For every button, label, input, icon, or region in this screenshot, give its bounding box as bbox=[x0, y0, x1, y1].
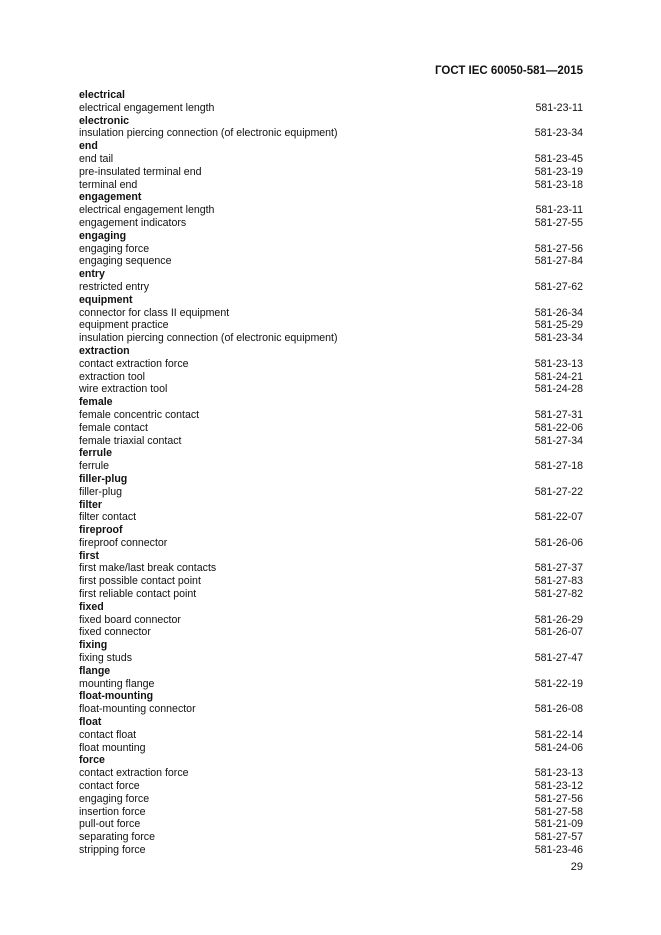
group-title: fixed bbox=[79, 600, 104, 613]
group-title: entry bbox=[79, 268, 105, 281]
entry-term: insertion force bbox=[79, 805, 146, 818]
index-entry bbox=[79, 831, 583, 844]
entry-code: 581-27-47 bbox=[534, 652, 583, 665]
index-group bbox=[79, 447, 583, 473]
group-title: fireproof bbox=[79, 524, 123, 537]
index-entry bbox=[79, 179, 583, 192]
group-title: flange bbox=[79, 664, 111, 677]
index-entry bbox=[79, 422, 583, 435]
entry-code: 581-22-07 bbox=[534, 511, 583, 524]
group-title: fixing bbox=[79, 639, 108, 652]
index-group bbox=[79, 550, 583, 601]
entry-code: 581-23-11 bbox=[535, 204, 583, 217]
entry-code: 581-27-37 bbox=[534, 562, 583, 575]
index-group bbox=[79, 140, 583, 191]
entry-code: 581-27-83 bbox=[534, 575, 583, 588]
index-group bbox=[79, 89, 583, 115]
index-entry bbox=[79, 409, 583, 422]
index-group bbox=[79, 191, 583, 229]
entry-code: 581-25-29 bbox=[534, 319, 583, 332]
entry-code: 581-22-19 bbox=[534, 677, 583, 690]
index-group bbox=[79, 345, 583, 396]
entry-term: insulation piercing connection (of electronic equipment) bbox=[79, 332, 338, 345]
group-title: filter bbox=[79, 498, 102, 511]
page-number: 29 bbox=[570, 861, 583, 873]
entry-term: contact extraction force bbox=[79, 767, 189, 780]
entry-term: filter contact bbox=[79, 511, 137, 524]
index-entry bbox=[79, 153, 583, 166]
entry-code: 581-27-55 bbox=[534, 216, 583, 229]
index-group bbox=[79, 639, 583, 665]
entry-code: 581-23-34 bbox=[534, 127, 583, 140]
entry-code: 581-22-14 bbox=[534, 728, 583, 741]
index-group bbox=[79, 499, 583, 525]
entry-code: 581-24-21 bbox=[534, 370, 583, 383]
entry-code: 581-27-58 bbox=[534, 805, 583, 818]
index-entry bbox=[79, 537, 583, 550]
index-entry bbox=[79, 844, 583, 857]
group-title: female bbox=[79, 396, 113, 409]
index-entry bbox=[79, 371, 583, 384]
entry-code: 581-26-34 bbox=[534, 306, 583, 319]
entry-term: fixing studs bbox=[79, 652, 132, 665]
entry-term: electrical engagement length bbox=[79, 204, 215, 217]
index-entry bbox=[79, 460, 583, 473]
entry-term: extraction tool bbox=[79, 370, 145, 383]
entry-term: end tail bbox=[79, 152, 114, 165]
entry-code: 581-23-46 bbox=[534, 844, 583, 857]
entry-term: female contact bbox=[79, 421, 148, 434]
index-group bbox=[79, 396, 583, 447]
entry-code: 581-27-56 bbox=[534, 792, 583, 805]
entry-code: 581-21-09 bbox=[534, 818, 583, 831]
entry-code: 581-26-08 bbox=[534, 703, 583, 716]
entry-code: 581-23-13 bbox=[534, 767, 583, 780]
index-entry bbox=[79, 435, 583, 448]
group-title: force bbox=[79, 754, 105, 767]
index-entry bbox=[79, 703, 583, 716]
index-entry bbox=[79, 614, 583, 627]
entry-term: first make/last break contacts bbox=[79, 562, 217, 575]
entry-code: 581-27-56 bbox=[534, 242, 583, 255]
entry-code: 581-27-84 bbox=[534, 255, 583, 268]
entry-term: engagement indicators bbox=[79, 216, 187, 229]
group-title: electrical bbox=[79, 89, 125, 101]
entry-code: 581-23-19 bbox=[534, 165, 583, 178]
index-entry bbox=[79, 383, 583, 396]
group-title: equipment bbox=[79, 293, 133, 306]
index-entry bbox=[79, 575, 583, 588]
entry-code: 581-27-22 bbox=[534, 485, 583, 498]
index-entry bbox=[79, 511, 583, 524]
entry-term: filler-plug bbox=[79, 485, 122, 498]
entry-term: engaging force bbox=[79, 242, 150, 255]
group-title: electronic bbox=[79, 114, 130, 127]
entry-term: pre-insulated terminal end bbox=[79, 165, 202, 178]
term-index bbox=[79, 89, 583, 857]
index-entry bbox=[79, 307, 583, 320]
index-entry bbox=[79, 742, 583, 755]
index-entry bbox=[79, 678, 583, 691]
group-title: first bbox=[79, 549, 100, 562]
entry-term: mounting flange bbox=[79, 677, 155, 690]
index-entry bbox=[79, 217, 583, 230]
index-entry bbox=[79, 652, 583, 665]
index-entry bbox=[79, 588, 583, 601]
entry-term: equipment practice bbox=[79, 319, 169, 332]
entry-code: 581-23-12 bbox=[534, 780, 583, 793]
entry-term: engaging sequence bbox=[79, 255, 172, 268]
index-entry bbox=[79, 562, 583, 575]
entry-code: 581-23-11 bbox=[535, 101, 583, 114]
index-group bbox=[79, 716, 583, 754]
group-title: extraction bbox=[79, 344, 130, 357]
entry-term: first possible contact point bbox=[79, 575, 201, 588]
index-entry bbox=[79, 255, 583, 268]
index-group bbox=[79, 294, 583, 345]
entry-term: terminal end bbox=[79, 178, 138, 191]
entry-term: fireproof connector bbox=[79, 536, 168, 549]
entry-term: fixed connector bbox=[79, 626, 151, 639]
group-title: float bbox=[79, 716, 102, 729]
entry-code: 581-27-18 bbox=[534, 460, 583, 473]
index-entry bbox=[79, 243, 583, 256]
index-entry bbox=[79, 332, 583, 345]
entry-code: 581-23-45 bbox=[534, 152, 583, 165]
entry-term: female triaxial contact bbox=[79, 434, 182, 447]
entry-term: contact force bbox=[79, 780, 140, 793]
index-entry bbox=[79, 729, 583, 742]
entry-code: 581-27-31 bbox=[534, 408, 583, 421]
index-group bbox=[79, 473, 583, 499]
index-entry bbox=[79, 127, 583, 140]
index-group bbox=[79, 115, 583, 141]
index-entry bbox=[79, 204, 583, 217]
entry-term: insulation piercing connection (of electronic equipment) bbox=[79, 127, 338, 140]
index-entry bbox=[79, 818, 583, 831]
index-entry bbox=[79, 281, 583, 294]
index-group bbox=[79, 754, 583, 856]
entry-term: float-mounting connector bbox=[79, 703, 196, 716]
group-title: end bbox=[79, 140, 98, 153]
index-entry bbox=[79, 166, 583, 179]
index-entry bbox=[79, 626, 583, 639]
entry-code: 581-27-34 bbox=[534, 434, 583, 447]
entry-term: engaging force bbox=[79, 792, 150, 805]
entry-code: 581-27-82 bbox=[534, 588, 583, 601]
entry-code: 581-26-07 bbox=[534, 626, 583, 639]
entry-term: fixed board connector bbox=[79, 613, 181, 626]
index-group bbox=[79, 665, 583, 691]
entry-code: 581-24-06 bbox=[534, 741, 583, 754]
group-title: engaging bbox=[79, 229, 127, 242]
entry-term: pull-out force bbox=[79, 818, 141, 831]
entry-code: 581-27-57 bbox=[534, 831, 583, 844]
index-group bbox=[79, 230, 583, 268]
index-group bbox=[79, 268, 583, 294]
entry-term: wire extraction tool bbox=[79, 383, 168, 396]
page-header-standard: ГОСТ IEC 60050-581—2015 bbox=[435, 65, 583, 77]
entry-code: 581-23-18 bbox=[534, 178, 583, 191]
index-entry bbox=[79, 780, 583, 793]
index-entry bbox=[79, 767, 583, 780]
entry-code: 581-23-34 bbox=[534, 332, 583, 345]
entry-code: 581-27-62 bbox=[534, 280, 583, 293]
entry-code: 581-26-06 bbox=[534, 536, 583, 549]
entry-term: contact extraction force bbox=[79, 357, 189, 370]
entry-term: ferrule bbox=[79, 460, 110, 473]
entry-code: 581-22-06 bbox=[534, 421, 583, 434]
entry-term: float mounting bbox=[79, 741, 146, 754]
entry-term: female concentric contact bbox=[79, 408, 200, 421]
index-group bbox=[79, 524, 583, 550]
entry-code: 581-23-13 bbox=[534, 357, 583, 370]
entry-term: electrical engagement length bbox=[79, 101, 215, 114]
entry-code: 581-24-28 bbox=[534, 383, 583, 396]
group-title: engagement bbox=[79, 191, 142, 204]
entry-term: first reliable contact point bbox=[79, 588, 197, 601]
entry-term: stripping force bbox=[79, 844, 146, 857]
group-title: float-mounting bbox=[79, 690, 154, 703]
index-group bbox=[79, 601, 583, 639]
index-entry bbox=[79, 102, 583, 115]
index-entry bbox=[79, 806, 583, 819]
entry-term: connector for class II equipment bbox=[79, 306, 230, 319]
index-entry bbox=[79, 793, 583, 806]
entry-term: separating force bbox=[79, 831, 155, 844]
index-entry bbox=[79, 319, 583, 332]
index-group bbox=[79, 690, 583, 716]
entry-term: contact float bbox=[79, 728, 137, 741]
index-entry bbox=[79, 358, 583, 371]
entry-term: restricted entry bbox=[79, 280, 150, 293]
index-entry bbox=[79, 486, 583, 499]
group-title: ferrule bbox=[79, 447, 112, 460]
group-title: filler-plug bbox=[79, 472, 128, 485]
entry-code: 581-26-29 bbox=[534, 613, 583, 626]
